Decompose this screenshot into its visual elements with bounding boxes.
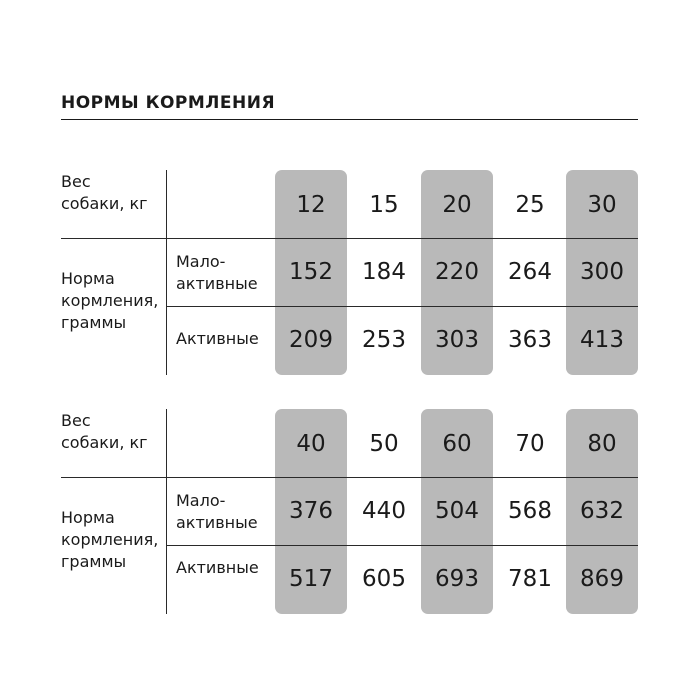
norm-label-line: Норма	[61, 508, 115, 527]
low-active-value: 220	[435, 259, 479, 285]
weight-value: 25	[515, 192, 545, 218]
weight-value: 20	[442, 192, 472, 218]
weight-label-line: собаки, кг	[61, 433, 148, 452]
norm-label-line: кормления,	[61, 291, 159, 310]
weight-value: 50	[369, 431, 399, 457]
low-active-value: 568	[508, 498, 552, 524]
active-value: 253	[362, 327, 406, 353]
active-value: 517	[289, 566, 333, 592]
weight-value: 12	[296, 192, 326, 218]
low-active-value: 264	[508, 259, 552, 285]
low-active-label-line: Мало-	[176, 252, 226, 271]
low-active-value: 440	[362, 498, 406, 524]
low-active-value: 300	[580, 259, 624, 285]
low-active-label-line: активные	[176, 274, 258, 293]
weight-value: 30	[587, 192, 617, 218]
column-divider	[166, 409, 167, 614]
active-value: 693	[435, 566, 479, 592]
weight-value: 15	[369, 192, 399, 218]
weight-value: 40	[296, 431, 326, 457]
active-label: Активные	[176, 329, 259, 348]
norm-label-line: Норма	[61, 269, 115, 288]
active-label: Активные	[176, 558, 259, 577]
weight-label	[61, 410, 148, 454]
active-value: 869	[580, 566, 624, 592]
low-active-label-line: активные	[176, 513, 258, 532]
active-value: 363	[508, 327, 552, 353]
norm-label-line: граммы	[61, 552, 127, 571]
norm-label-line: граммы	[61, 313, 127, 332]
active-value: 781	[508, 566, 552, 592]
active-value: 413	[580, 327, 624, 353]
low-active-value: 184	[362, 259, 406, 285]
row-divider	[166, 545, 638, 546]
active-value: 605	[362, 566, 406, 592]
row-divider	[61, 477, 638, 478]
weight-label-line: Вес	[61, 411, 91, 430]
low-active-value: 376	[289, 498, 333, 524]
weight-label-line: собаки, кг	[61, 194, 148, 213]
low-active-label	[176, 490, 258, 534]
weight-label-line: Вес	[61, 172, 91, 191]
norm-label-line: кормления,	[61, 530, 159, 549]
page-title: НОРМЫ КОРМЛЕНИЯ	[61, 93, 276, 113]
active-value: 303	[435, 327, 479, 353]
low-active-value: 632	[580, 498, 624, 524]
weight-value: 80	[587, 431, 617, 457]
low-active-value: 504	[435, 498, 479, 524]
low-active-value: 152	[289, 259, 333, 285]
weight-value: 70	[515, 431, 545, 457]
active-value: 209	[289, 327, 333, 353]
low-active-label-line: Мало-	[176, 491, 226, 510]
weight-value: 60	[442, 431, 472, 457]
norm-label	[61, 507, 158, 573]
